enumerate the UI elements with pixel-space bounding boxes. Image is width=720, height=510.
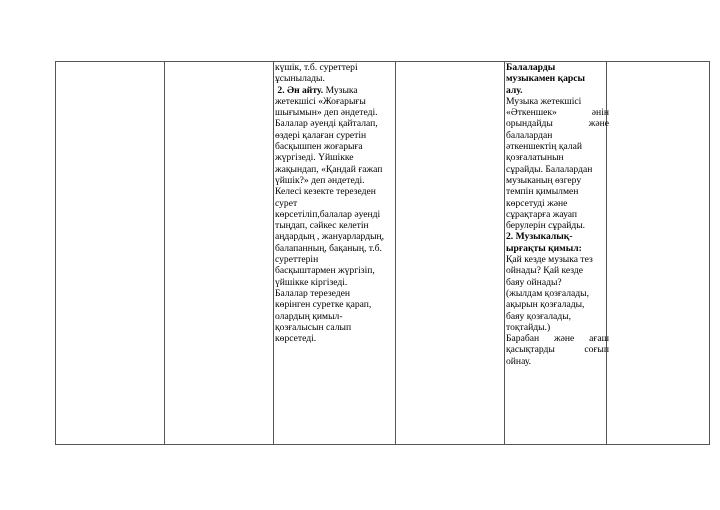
text-line: жетекшісі «Жоғарығы [275,95,366,107]
text-line: темпін қимылмен [506,186,579,198]
text-line-justified: Барабан және ағаш [506,333,609,345]
lesson-plan-table [55,61,710,445]
text-line: тоқтайды.) [506,321,551,333]
text-line: ақырын қозғалады, [506,299,585,311]
column-divider [164,62,165,444]
text-line: үйшік?» деп әндетеді. [275,174,365,186]
text-line: көрсетеді. [275,333,317,345]
text-line-justified: қасықтарды соғып [506,344,609,356]
text-line: суреттерін [275,254,319,266]
text-line: жүргізеді. Үйшікке [275,152,354,164]
text-line: өздері қалаған суретін [275,129,367,141]
music-greeting-cell [506,62,609,367]
text-line: ойнау. [506,355,532,367]
text-line: музыканың өзгеру [506,174,582,186]
text-line: жақындап, «Қандай ғажап [275,163,383,175]
section-title: алу. [506,84,523,96]
text-line: балалардан [506,129,553,141]
text-line-justified: «Әткеншек» әнін [506,107,609,119]
column-divider [395,62,396,444]
text-line: қозғалысын салып [275,321,352,333]
text-line: көрінген суретке қарап, [275,299,372,311]
text-line: қозғалатынын [506,152,564,164]
text-line: аңдардың , жануарлардың, [275,231,385,243]
text-line: үйшікке кіргізеді. [275,276,348,288]
text-line: Балалар терезеден [275,287,351,299]
text-line: ұсынылады. [275,73,325,85]
text-line: басқышпен жоғарыға [275,141,363,153]
text-line: ойнады? Қай кезде [506,265,584,277]
text-line: Балалар әуенді қайталап, [275,118,378,130]
song-heading: 2. Ән айту. [277,84,324,96]
text-line: сұрайды. Балалардан [506,163,593,175]
song-heading-line: 2. Ән айту. Музыка [277,84,358,96]
text-line: берулерін сұрайды. [506,220,586,232]
text-line: олардың қимыл- [275,310,343,322]
text-line: сұрақтарға жауап [506,208,578,220]
text-line-justified: орындайды және [506,118,609,130]
text-line: балапанның, бақаның, т.б. [275,242,382,254]
text-line: Қай кезде музыка тез [506,254,593,266]
text-line: күшік, т.б. суреттері [275,62,358,73]
text-line: әткеншектің қалай [506,141,583,153]
text-line: көрсетуді және [506,197,568,209]
section-title: Балаларды [506,62,556,73]
text-line: Келесі кезекте терезеден [275,186,376,198]
text-line: (жылдам қозғалады, [506,287,589,299]
column-divider [504,62,505,444]
rhythm-heading: ырғақты қимыл: [506,242,582,254]
text-line: баяу қозғалады, [506,310,572,322]
column-divider [273,62,274,444]
text-line: басқыштармен жүргізіп, [275,265,375,277]
text-line: тыңдап, сәйкес келетін [275,220,369,232]
text-line: шығымын» деп әндетеді. [275,107,378,119]
text-line: Музыка жетекшісі [506,95,582,107]
text-line: сурет [275,197,298,209]
rhythm-heading: 2. Музыкалық- [506,231,573,243]
text-line: баяу ойнады? [506,276,562,288]
text-line: көрсетіліп,балалар әуенді [275,208,381,220]
section-title: музыкамен қарсы [506,73,585,85]
song-activity-cell [275,62,393,344]
